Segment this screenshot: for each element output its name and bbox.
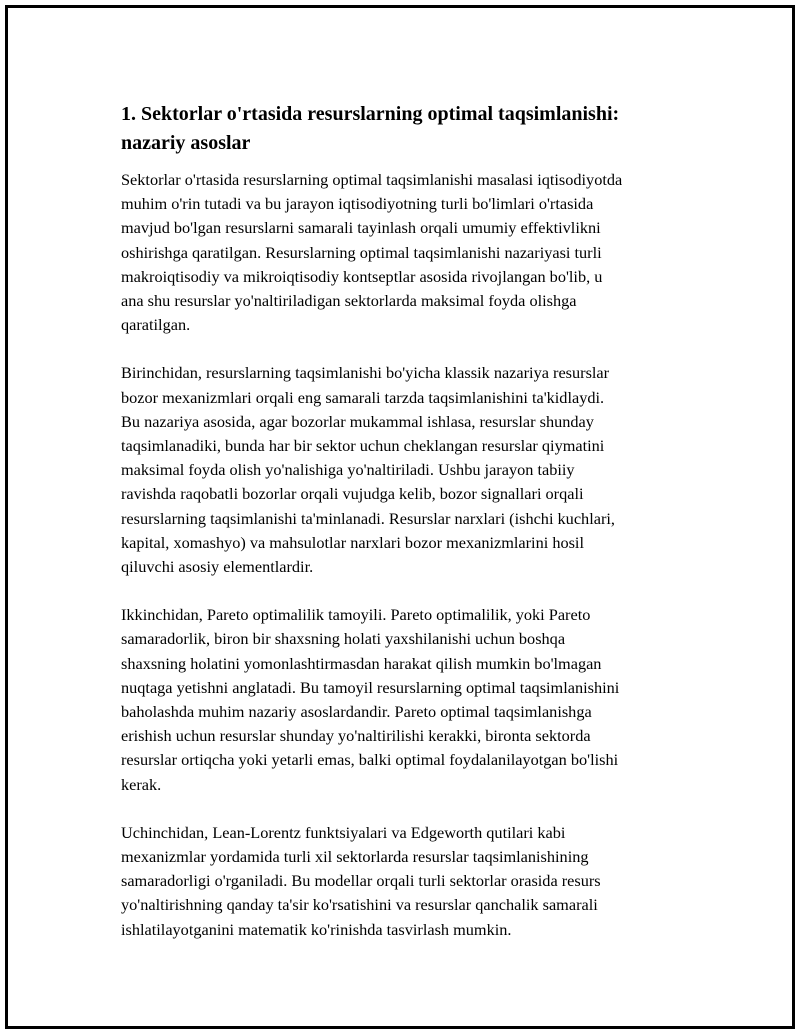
paragraph-line: nuqtaga yetishni anglatadi. Bu tamoyil resurslarning optimal taqsimlanishini — [121, 677, 620, 697]
paragraph-line: resurslarning taqsimlanishi ta'minlanadi. Resurslar narxlari (ishchi kuchlari, — [121, 508, 615, 528]
paragraph-line: shaxsning holatini yomonlashtirmasdan harakat qilish mumkin bo'lmagan — [121, 653, 602, 673]
paragraph-intro — [121, 168, 696, 337]
page-frame — [5, 5, 795, 1029]
heading-line: 1. Sektorlar o'rtasida resurslarning optimal taqsimlanishi: — [121, 103, 620, 125]
paragraph-line: qaratilgan. — [121, 315, 191, 335]
paragraph-line: resurslar ortiqcha yoki yetarli emas, balki optimal foydalanilayotgan bo'lishi — [121, 750, 619, 770]
paragraph-line: taqsimlanadiki, bunda har bir sektor uchun cheklangan resurslar qiymatini — [121, 436, 605, 456]
paragraph-line: ishlatilayotganini matematik ko'rinishda tasvirlash mumkin. — [121, 919, 512, 939]
paragraph-line: maksimal foyda olish yo'nalishiga yo'naltiriladi. Ushbu jarayon tabiiy — [121, 460, 575, 480]
paragraph-line: Bu nazariya asosida, agar bozorlar mukammal ishlasa, resurslar shunday — [121, 411, 594, 431]
paragraph-first-point — [121, 361, 696, 579]
paragraph-line: erishish uchun resurslar shunday yo'naltirilishi kerakki, bironta sektorda — [121, 726, 591, 746]
paragraph-line: kapital, xomashyo) va mahsulotlar narxlari bozor mexanizmlarini hosil — [121, 532, 584, 552]
paragraph-line: oshirishga qaratilgan. Resurslarning optimal taqsimlanishi nazariyasi turli — [121, 242, 602, 262]
paragraph-line: mexanizmlar yordamida turli xil sektorlarda resurslar taqsimlanishining — [121, 847, 589, 867]
heading-line: nazariy asoslar — [121, 132, 251, 154]
section-heading — [121, 100, 696, 158]
paragraph-line: makroiqtisodiy va mikroiqtisodiy kontseptlar asosida rivojlangan bo'lib, u — [121, 266, 603, 286]
paragraph-line: Uchinchidan, Lean-Lorentz funktsiyalari va Edgeworth qutilari kabi — [121, 822, 566, 842]
paragraph-line: yo'naltirishning qanday ta'sir ko'rsatishini va resurslar qanchalik samarali — [121, 895, 598, 915]
paragraph-line: mavjud bo'lgan resurslarni samarali tayinlash orqali umumiy effektivlikni — [121, 218, 601, 238]
paragraph-line: Sektorlar o'rtasida resurslarning optimal taqsimlanishi masalasi iqtisodiyotda — [121, 170, 623, 189]
document-body — [121, 100, 696, 966]
paragraph-line: muhim o'rin tutadi va bu jarayon iqtisodiyotning turli bo'limlari o'rtasida — [121, 194, 594, 214]
paragraph-line: Birinchidan, resurslarning taqsimlanishi bo'yicha klassik nazariya resurslar — [121, 363, 610, 383]
paragraph-line: samaradorlik, biron bir shaxsning holati yaxshilanishi uchun boshqa — [121, 629, 566, 649]
paragraph-line: samaradorligi o'rganiladi. Bu modellar orqali turli sektorlar orasida resurs — [121, 871, 601, 891]
paragraph-line: Ikkinchidan, Pareto optimalilik tamoyili. Pareto optimalilik, yoki Pareto — [121, 605, 591, 625]
paragraph-third-point — [121, 821, 696, 942]
paragraph-line: bozor mexanizmlari orqali eng samarali tarzda taqsimlanishini ta'kidlaydi. — [121, 387, 605, 407]
paragraph-line: qiluvchi asosiy elementlardir. — [121, 557, 314, 577]
paragraph-line: ravishda raqobatli bozorlar orqali vujudga kelib, bozor signallari orqali — [121, 484, 584, 504]
paragraph-second-point — [121, 603, 696, 797]
paragraph-line: ana shu resurslar yo'naltiriladigan sektorlarda maksimal foyda olishga — [121, 291, 577, 311]
paragraph-line: baholashda muhim nazariy asoslardandir. Pareto optimal taqsimlanishga — [121, 702, 592, 722]
paragraph-line: kerak. — [121, 774, 162, 794]
